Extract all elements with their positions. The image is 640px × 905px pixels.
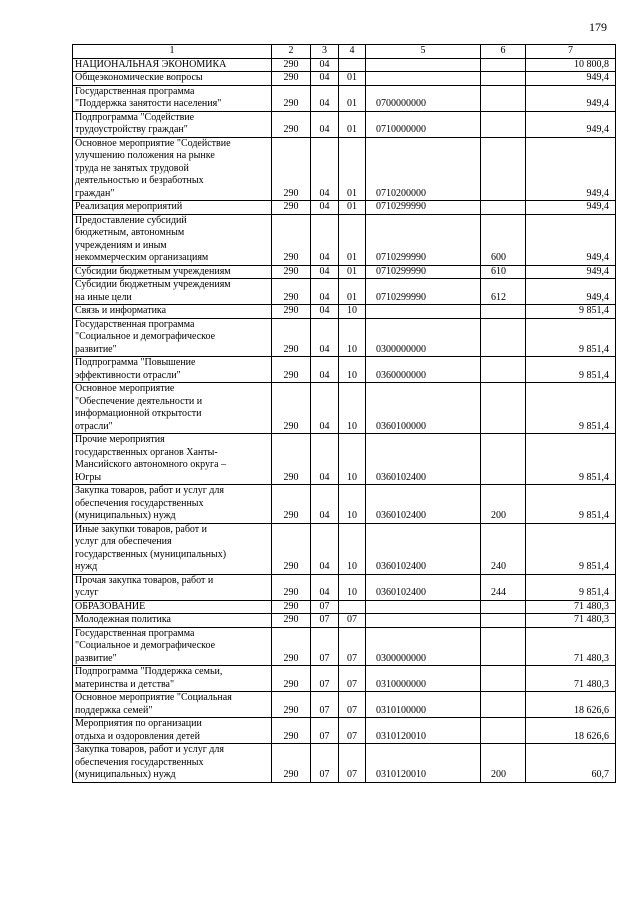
cell-subsubsection: 07: [339, 627, 366, 666]
cell-name: Основное мероприятие "Обеспечение деятельности и информационной открытости отрасли": [73, 383, 272, 434]
cell-subsection: 04: [311, 265, 339, 279]
header-col-6: 6: [481, 45, 526, 59]
cell-section: 290: [272, 58, 311, 72]
cell-name: Подпрограмма "Содействие трудоустройству граждан": [73, 111, 272, 137]
cell-subsubsection: [339, 600, 366, 614]
cell-section: 290: [272, 214, 311, 265]
cell-amount: 9 851,4: [526, 357, 616, 383]
cell-target-article: 0300000000: [366, 627, 481, 666]
cell-name: Основное мероприятие "Содействие улучшению положения на рынке труда не занятых трудовой деятельностью и безработных граждан": [73, 137, 272, 201]
cell-name: Связь и информатика: [73, 305, 272, 319]
header-col-3: 3: [311, 45, 339, 59]
table-row: [73, 58, 616, 72]
cell-section: 290: [272, 111, 311, 137]
cell-target-article: 0710299990: [366, 279, 481, 305]
cell-target-article: 0310000000: [366, 666, 481, 692]
cell-subsubsection: 01: [339, 214, 366, 265]
cell-name: Реализация мероприятий: [73, 201, 272, 215]
cell-subsubsection: 07: [339, 744, 366, 783]
cell-subsection: 04: [311, 357, 339, 383]
cell-subsection: 04: [311, 58, 339, 72]
cell-subsection: 04: [311, 318, 339, 357]
header-col-2: 2: [272, 45, 311, 59]
table-row: [73, 627, 616, 666]
cell-name: Мероприятия по организации отдыха и оздоровления детей: [73, 718, 272, 744]
cell-section: 290: [272, 357, 311, 383]
table-row: [73, 383, 616, 434]
cell-name: Подпрограмма "Повышение эффективности отрасли": [73, 357, 272, 383]
cell-target-article: [366, 72, 481, 86]
cell-subsection: 04: [311, 383, 339, 434]
cell-amount: 9 851,4: [526, 305, 616, 319]
header-col-5: 5: [366, 45, 481, 59]
table-body: [73, 58, 616, 782]
cell-section: 290: [272, 265, 311, 279]
cell-expense-type: [481, 600, 526, 614]
cell-section: 290: [272, 318, 311, 357]
cell-subsection: 07: [311, 744, 339, 783]
cell-amount: 71 480,3: [526, 666, 616, 692]
cell-expense-type: [481, 627, 526, 666]
cell-target-article: [366, 600, 481, 614]
table-row: [73, 574, 616, 600]
cell-subsubsection: 10: [339, 383, 366, 434]
cell-section: 290: [272, 744, 311, 783]
header-col-4: 4: [339, 45, 366, 59]
cell-amount: 18 626,6: [526, 718, 616, 744]
cell-name: Основное мероприятие "Социальная поддержка семей": [73, 692, 272, 718]
cell-expense-type: [481, 718, 526, 744]
cell-subsubsection: 01: [339, 201, 366, 215]
cell-target-article: 0710200000: [366, 137, 481, 201]
cell-target-article: 0310120010: [366, 718, 481, 744]
budget-table: [72, 44, 616, 783]
cell-subsection: 07: [311, 600, 339, 614]
cell-subsection: 04: [311, 111, 339, 137]
table-row: [73, 666, 616, 692]
cell-amount: 71 480,3: [526, 600, 616, 614]
cell-name: Предоставление субсидий бюджетным, автономным учреждениям и иным некоммерческим организациям: [73, 214, 272, 265]
cell-section: 290: [272, 434, 311, 485]
cell-amount: 949,4: [526, 85, 616, 111]
cell-expense-type: [481, 201, 526, 215]
cell-section: 290: [272, 718, 311, 744]
cell-subsection: 07: [311, 666, 339, 692]
cell-target-article: 0300000000: [366, 318, 481, 357]
cell-subsubsection: 01: [339, 265, 366, 279]
cell-amount: 9 851,4: [526, 318, 616, 357]
cell-subsection: 04: [311, 574, 339, 600]
table-row: [73, 305, 616, 319]
cell-subsubsection: 07: [339, 666, 366, 692]
cell-section: 290: [272, 201, 311, 215]
cell-subsubsection: 01: [339, 111, 366, 137]
cell-expense-type: 200: [481, 744, 526, 783]
cell-subsubsection: 01: [339, 85, 366, 111]
cell-expense-type: [481, 692, 526, 718]
cell-target-article: [366, 614, 481, 628]
cell-amount: 9 851,4: [526, 523, 616, 574]
cell-expense-type: [481, 58, 526, 72]
cell-subsection: 04: [311, 434, 339, 485]
table-row: [73, 718, 616, 744]
table-row: [73, 72, 616, 86]
cell-subsubsection: 10: [339, 485, 366, 524]
cell-expense-type: [481, 434, 526, 485]
cell-expense-type: 600: [481, 214, 526, 265]
cell-name: НАЦИОНАЛЬНАЯ ЭКОНОМИКА: [73, 58, 272, 72]
table-row: [73, 137, 616, 201]
cell-subsection: 04: [311, 72, 339, 86]
cell-name: Подпрограмма "Поддержка семьи, материнства и детства": [73, 666, 272, 692]
cell-amount: 949,4: [526, 201, 616, 215]
cell-target-article: 0700000000: [366, 85, 481, 111]
cell-subsection: 04: [311, 485, 339, 524]
cell-target-article: 0360102400: [366, 485, 481, 524]
cell-subsubsection: 07: [339, 614, 366, 628]
cell-name: Иные закупки товаров, работ и услуг для обеспечения государственных (муниципальных) нужд: [73, 523, 272, 574]
cell-subsubsection: 10: [339, 574, 366, 600]
cell-subsection: 07: [311, 614, 339, 628]
cell-section: 290: [272, 485, 311, 524]
cell-section: 290: [272, 72, 311, 86]
cell-section: 290: [272, 305, 311, 319]
table-row: [73, 692, 616, 718]
cell-amount: 60,7: [526, 744, 616, 783]
cell-subsection: 04: [311, 201, 339, 215]
cell-section: 290: [272, 85, 311, 111]
cell-subsubsection: 01: [339, 72, 366, 86]
cell-expense-type: [481, 383, 526, 434]
cell-target-article: 0310120010: [366, 744, 481, 783]
table-row: [73, 111, 616, 137]
cell-subsubsection: 10: [339, 434, 366, 485]
cell-amount: 71 480,3: [526, 627, 616, 666]
cell-name: Прочие мероприятия государственных органов Ханты- Мансийского автономного округа – Югры: [73, 434, 272, 485]
cell-amount: 949,4: [526, 72, 616, 86]
cell-amount: 949,4: [526, 137, 616, 201]
cell-amount: 18 626,6: [526, 692, 616, 718]
cell-amount: 71 480,3: [526, 614, 616, 628]
cell-target-article: 0710299990: [366, 201, 481, 215]
cell-subsection: 04: [311, 214, 339, 265]
cell-expense-type: [481, 137, 526, 201]
cell-expense-type: [481, 318, 526, 357]
cell-name: Субсидии бюджетным учреждениям на иные цели: [73, 279, 272, 305]
table-row: [73, 357, 616, 383]
table-row: [73, 265, 616, 279]
cell-expense-type: 200: [481, 485, 526, 524]
cell-subsubsection: 07: [339, 718, 366, 744]
cell-name: Государственная программа "Социальное и демографическое развитие": [73, 318, 272, 357]
cell-subsection: 04: [311, 305, 339, 319]
cell-expense-type: [481, 666, 526, 692]
cell-subsection: 04: [311, 85, 339, 111]
cell-expense-type: [481, 85, 526, 111]
cell-expense-type: 612: [481, 279, 526, 305]
cell-target-article: 0360000000: [366, 357, 481, 383]
cell-section: 290: [272, 627, 311, 666]
cell-subsubsection: 01: [339, 279, 366, 305]
cell-expense-type: [481, 357, 526, 383]
cell-amount: 9 851,4: [526, 434, 616, 485]
cell-subsubsection: 10: [339, 523, 366, 574]
table-row: [73, 614, 616, 628]
cell-section: 290: [272, 666, 311, 692]
cell-expense-type: 244: [481, 574, 526, 600]
cell-expense-type: 610: [481, 265, 526, 279]
cell-section: 290: [272, 574, 311, 600]
cell-amount: 949,4: [526, 265, 616, 279]
cell-target-article: 0360102400: [366, 434, 481, 485]
table-row: [73, 201, 616, 215]
cell-subsection: 04: [311, 137, 339, 201]
cell-amount: 949,4: [526, 214, 616, 265]
cell-name: ОБРАЗОВАНИЕ: [73, 600, 272, 614]
header-col-7: 7: [526, 45, 616, 59]
cell-section: 290: [272, 600, 311, 614]
cell-subsubsection: 10: [339, 305, 366, 319]
cell-amount: 949,4: [526, 111, 616, 137]
cell-target-article: 0710000000: [366, 111, 481, 137]
cell-subsubsection: 07: [339, 692, 366, 718]
cell-amount: 9 851,4: [526, 485, 616, 524]
cell-target-article: [366, 305, 481, 319]
table-row: [73, 600, 616, 614]
table-row: [73, 523, 616, 574]
cell-subsubsection: 01: [339, 137, 366, 201]
table-row: [73, 434, 616, 485]
cell-expense-type: [481, 111, 526, 137]
cell-section: 290: [272, 692, 311, 718]
cell-target-article: 0710299990: [366, 265, 481, 279]
cell-section: 290: [272, 614, 311, 628]
table-row: [73, 485, 616, 524]
cell-name: Государственная программа "Поддержка занятости населения": [73, 85, 272, 111]
cell-subsection: 04: [311, 523, 339, 574]
cell-target-article: 0360100000: [366, 383, 481, 434]
cell-target-article: [366, 58, 481, 72]
table-row: [73, 744, 616, 783]
table-row: [73, 279, 616, 305]
table-row: [73, 318, 616, 357]
cell-expense-type: [481, 614, 526, 628]
cell-subsubsection: [339, 58, 366, 72]
table-row: [73, 85, 616, 111]
cell-amount: 9 851,4: [526, 574, 616, 600]
cell-target-article: 0360102400: [366, 574, 481, 600]
cell-target-article: 0710299990: [366, 214, 481, 265]
cell-subsubsection: 10: [339, 318, 366, 357]
cell-subsection: 07: [311, 718, 339, 744]
cell-section: 290: [272, 279, 311, 305]
cell-expense-type: [481, 305, 526, 319]
table-header-row: [73, 45, 616, 59]
cell-subsection: 07: [311, 692, 339, 718]
page-number: 179: [589, 20, 607, 34]
cell-target-article: 0360102400: [366, 523, 481, 574]
cell-name: Закупка товаров, работ и услуг для обеспечения государственных (муниципальных) нужд: [73, 744, 272, 783]
cell-section: 290: [272, 383, 311, 434]
header-col-1: 1: [73, 45, 272, 59]
cell-section: 290: [272, 137, 311, 201]
cell-amount: 10 800,8: [526, 58, 616, 72]
cell-name: Молодежная политика: [73, 614, 272, 628]
cell-subsection: 07: [311, 627, 339, 666]
cell-name: Общеэкономические вопросы: [73, 72, 272, 86]
cell-name: Субсидии бюджетным учреждениям: [73, 265, 272, 279]
cell-name: Прочая закупка товаров, работ и услуг: [73, 574, 272, 600]
cell-expense-type: 240: [481, 523, 526, 574]
cell-name: Государственная программа "Социальное и демографическое развитие": [73, 627, 272, 666]
cell-amount: 949,4: [526, 279, 616, 305]
cell-expense-type: [481, 72, 526, 86]
cell-target-article: 0310100000: [366, 692, 481, 718]
table-row: [73, 214, 616, 265]
cell-subsection: 04: [311, 279, 339, 305]
cell-subsubsection: 10: [339, 357, 366, 383]
cell-name: Закупка товаров, работ и услуг для обеспечения государственных (муниципальных) нужд: [73, 485, 272, 524]
cell-amount: 9 851,4: [526, 383, 616, 434]
cell-section: 290: [272, 523, 311, 574]
